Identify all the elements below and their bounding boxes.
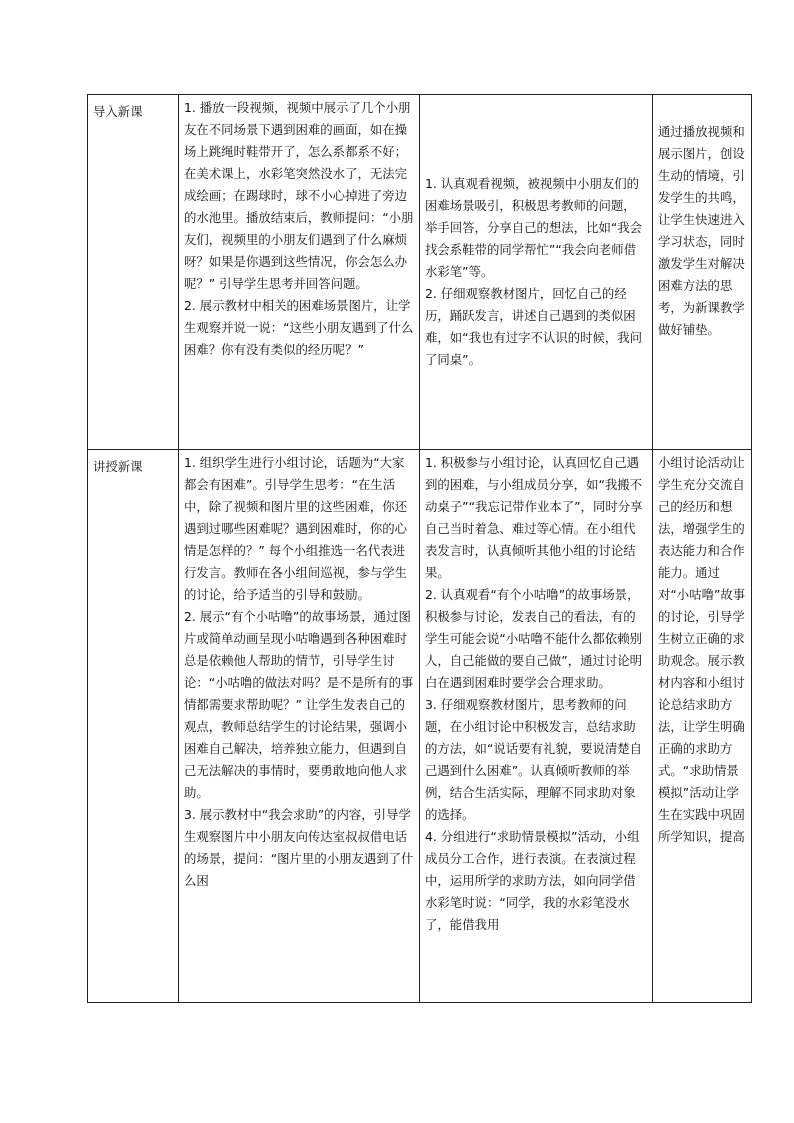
teacher-activity-cell — [179, 95, 420, 450]
student-activity-cell — [420, 95, 653, 450]
table-row — [88, 95, 752, 450]
stage-cell — [88, 450, 179, 1003]
student-activity-paragraph: 3. 仔细观察教材图片，思考教师的问题，在小组讨论中积极发言，总结求助的方法，如“说话要有礼貌，要说清楚自己遇到什么困难”。认真倾听教师的举例，结合生活实际，理解不同求助对象的选择。 — [425, 697, 643, 822]
lesson-plan-table — [87, 94, 752, 1003]
student-activity-paragraph: 1. 积极参与小组讨论，认真回忆自己遇到的困难，与小组成员分享，如“我搬不动桌子”“我忘记带作业本了”，同时分享自己当时着急、难过等心情。在小组代表发言时，认真倾听其他小组的讨论结果。 — [425, 455, 643, 580]
stage-label: 导入新课 — [93, 104, 143, 119]
teacher-activity-paragraph: 1. 播放一段视频，视频中展示了几个小朋友在不同场景下遇到困难的画面，如在操场上跳绳时鞋带开了，怎么系都系不好；在美术课上，水彩笔突然没水了，无法完成绘画；在踢球时，球不小心掉进了旁边的水池里。播放结束后，教师提问：“小朋友们，视频里的小朋友们遇到了什么麻烦呀？如果是你遇到这些情况，你会怎么办呢？” 引导学生思考并回答问题。 — [184, 100, 414, 291]
teacher-activity-paragraph: 2. 展示“有个小咕噜”的故事场景，通过图片或简单动画呈现小咕噜遇到各种困难时总是依赖他人帮助的情节，引导学生讨论：“小咕噜的做法对吗？是不是所有的事情都需要求帮助呢？” 让学生发表自己的观点，教师总结学生的讨论结果，强调小困难自己解决，培养独立能力，但遇到自己无法解决的事情时，要勇敢地向他人求助。 — [184, 609, 414, 800]
design-intent-text: 通过播放视频和展示图片，创设生动的情境，引发学生的共鸣，让学生快速进入学习状态，同时激发学生对解决困难方法的思考，为新课教学做好铺垫。 — [658, 124, 745, 337]
student-activity-paragraph: 2. 认真观看“有个小咕噜”的故事场景，积极参与讨论，发表自己的看法，有的学生可能会说“小咕噜不能什么都依赖别人，自己能做的要自己做”，通过讨论明白在遇到困难时要学会合理求助。 — [425, 587, 643, 690]
stage-cell — [88, 95, 179, 450]
design-intent-cell — [653, 450, 752, 1003]
student-activity-paragraph: 1. 认真观看视频，被视频中小朋友们的困难场景吸引，积极思考教师的问题，举手回答，分享自己的想法，比如“我会找会系鞋带的同学帮忙”“我会向老师借水彩笔”等。 — [425, 176, 643, 279]
student-activity-cell — [420, 450, 653, 1003]
student-activity-paragraph: 2. 仔细观察教材图片，回忆自己的经历，踊跃发言，讲述自己遇到的类似困难，如“我也有过字不认识的时候，我问了同桌”。 — [425, 286, 643, 367]
stage-label: 讲授新课 — [93, 459, 143, 474]
teacher-activity-cell — [179, 450, 420, 1003]
table-row — [88, 450, 752, 1003]
teacher-activity-paragraph: 2. 展示教材中相关的困难场景图片，让学生观察并说一说：“这些小朋友遇到了什么困难？你有没有类似的经历呢？” — [184, 298, 414, 357]
student-activity-paragraph: 4. 分组进行“求助情景模拟”活动，小组成员分工合作，进行表演。在表演过程中，运用所学的求助方法，如向同学借水彩笔时说：“同学，我的水彩笔没水了，能借我用 — [425, 829, 640, 932]
teacher-activity-paragraph: 3. 展示教材中“我会求助”的内容，引导学生观察图片中小朋友向传达室叔叔借电话的场景，提问：“图片里的小朋友遇到了什么困 — [184, 807, 414, 888]
teacher-activity-paragraph: 1. 组织学生进行小组讨论，话题为“大家都会有困难”。引导学生思考：“在生活中，除了视频和图片里的这些困难，你还遇到过哪些困难呢？遇到困难时，你的心情是怎样的？” 每个小组推选一名代表进行发言。教师在各小组间巡视，参与学生的讨论，给予适当的引导和鼓励。 — [184, 455, 408, 602]
design-intent-text: 小组讨论活动让学生充分交流自己的经历和想法，增强学生的表达能力和合作能力。通过对“小咕噜”故事的讨论，引导学生树立正确的求助观念。展示教材内容和小组讨论总结求助方法，让学生明确正确的求助方式。“求助情景模拟”活动让学生在实践中巩固所学知识，提高 — [658, 455, 746, 844]
design-intent-cell — [653, 95, 752, 450]
